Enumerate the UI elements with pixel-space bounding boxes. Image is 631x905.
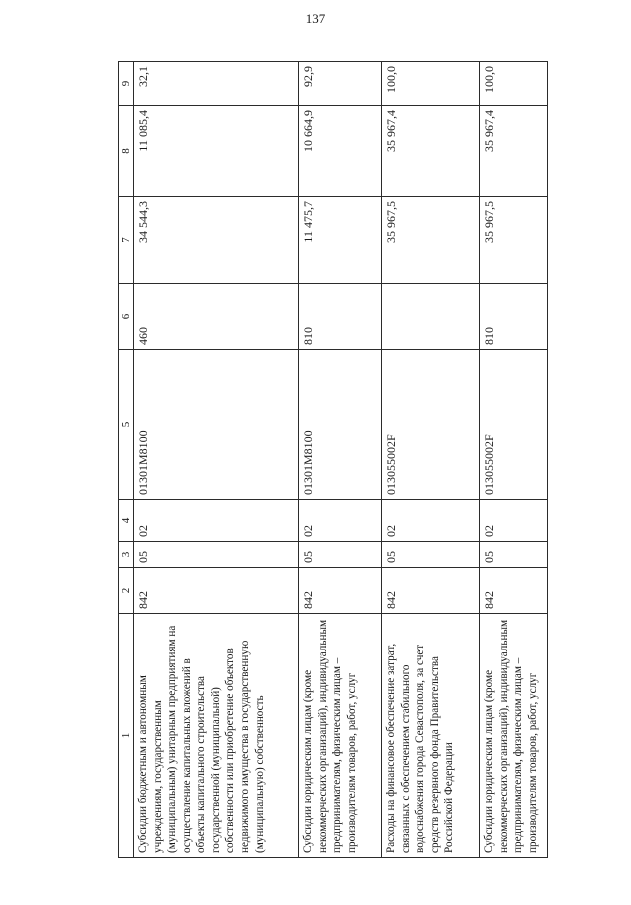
table-row [299, 62, 382, 858]
cell-actual: 35 967,4 [382, 106, 480, 197]
cell-target-article: 013055002F [480, 350, 548, 500]
header-cell: 2 [119, 568, 134, 614]
header-cell: 1 [119, 614, 134, 858]
cell-expense-type [382, 284, 480, 350]
cell-percent: 92,9 [299, 62, 382, 106]
cell-expense-type: 810 [480, 284, 548, 350]
cell-target-article: 013055002F [382, 350, 480, 500]
budget-table [118, 61, 548, 858]
table-row [480, 62, 548, 858]
cell-plan: 11 475,7 [299, 197, 382, 284]
row-name: Субсидии юридическим лицам (кроме некоммерческих организаций), индивидуальным предпринимателям, физическим лицам – производителям товаров, работ, услуг [299, 614, 382, 858]
cell-actual: 11 085,4 [134, 106, 299, 197]
cell-subsection: 02 [299, 500, 382, 542]
cell-expense-type: 810 [299, 284, 382, 350]
cell-expense-type: 460 [134, 284, 299, 350]
cell-percent: 32,1 [134, 62, 299, 106]
cell-target-article: 01301M8100 [134, 350, 299, 500]
cell-plan: 35 967,5 [382, 197, 480, 284]
rotated-table-frame [118, 62, 546, 858]
header-cell: 5 [119, 350, 134, 500]
cell-admin-code: 842 [382, 568, 480, 614]
cell-plan: 34 544,3 [134, 197, 299, 284]
cell-subsection: 02 [480, 500, 548, 542]
cell-target-article: 01301M8100 [299, 350, 382, 500]
table-row [382, 62, 480, 858]
cell-section: 05 [480, 542, 548, 568]
header-cell: 3 [119, 542, 134, 568]
cell-percent: 100,0 [480, 62, 548, 106]
cell-percent: 100,0 [382, 62, 480, 106]
page-number: 137 [305, 11, 326, 26]
row-name: Субсидии юридическим лицам (кроме некоммерческих организаций), индивидуальным предпринимателям, физическим лицам – производителям товаров, работ, услуг [480, 614, 548, 858]
cell-section: 05 [299, 542, 382, 568]
cell-actual: 35 967,4 [480, 106, 548, 197]
cell-admin-code: 842 [134, 568, 299, 614]
cell-plan: 35 967,5 [480, 197, 548, 284]
cell-section: 05 [134, 542, 299, 568]
row-name: Субсидии бюджетным и автономным учреждениям, государственным (муниципальным) унитарным предприятиям на осуществление капитальных вложений в объекты капитального строительства государственной (муниципальной) собственности или приобретение объектов недвижимого имущества в государственную (муниципальную) собственность [134, 614, 299, 858]
cell-section: 05 [382, 542, 480, 568]
table-row [134, 62, 299, 858]
header-row [119, 62, 134, 858]
cell-subsection: 02 [382, 500, 480, 542]
cell-subsection: 02 [134, 500, 299, 542]
row-name: Расходы на финансовое обеспечение затрат, связанных с обеспечением стабильного водоснабжения города Севастополя, за счет средств резервного фонда Правительства Российской Федерации [382, 614, 480, 858]
header-cell: 9 [119, 62, 134, 106]
cell-actual: 10 664,9 [299, 106, 382, 197]
cell-admin-code: 842 [299, 568, 382, 614]
header-cell: 6 [119, 284, 134, 350]
cell-admin-code: 842 [480, 568, 548, 614]
header-cell: 4 [119, 500, 134, 542]
header-cell: 7 [119, 197, 134, 284]
header-cell: 8 [119, 106, 134, 197]
